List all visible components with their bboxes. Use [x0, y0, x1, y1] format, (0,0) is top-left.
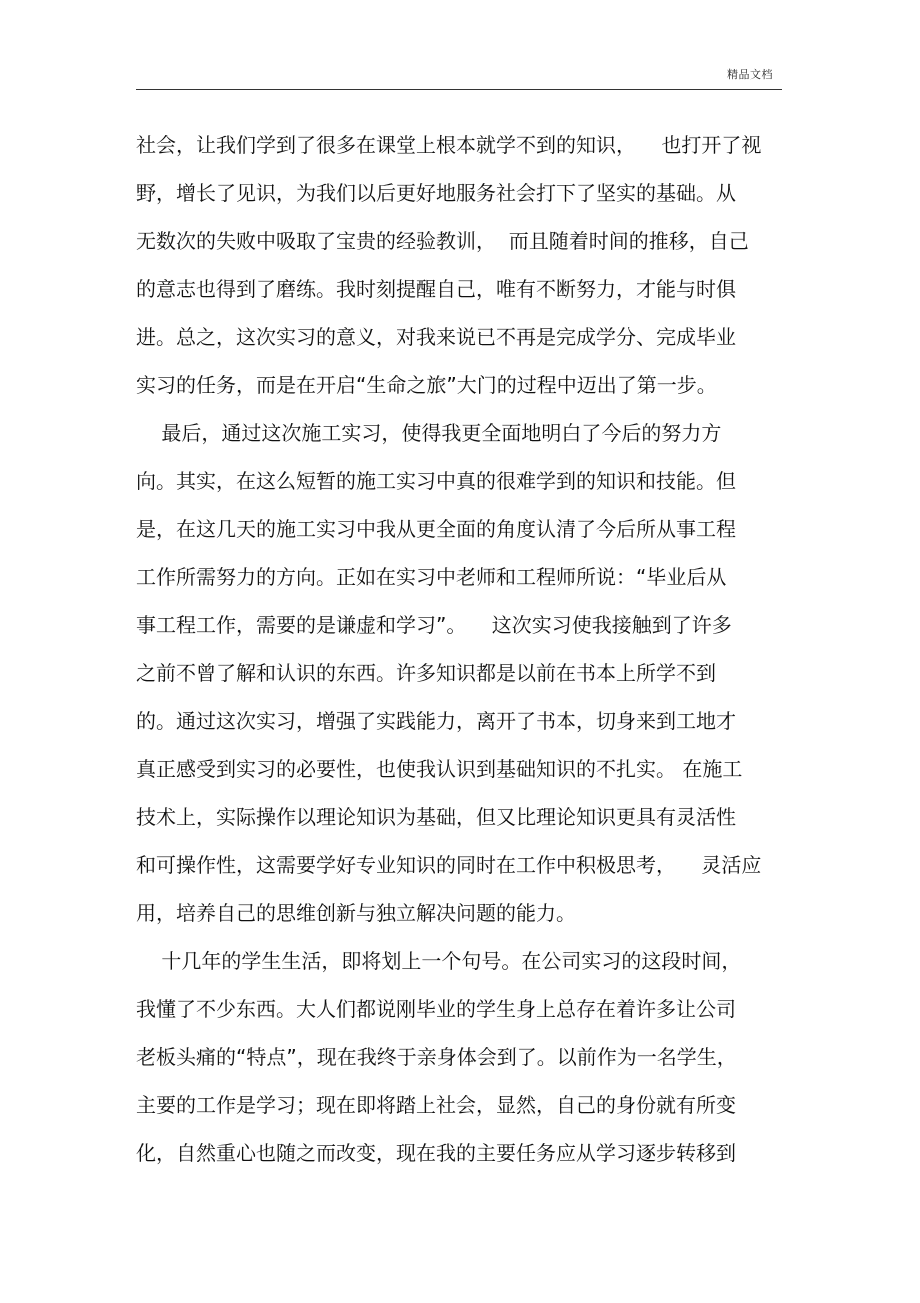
body-line: 化，自然重心也随之而改变，现在我的主要任务应从学习逐步转移到	[136, 1141, 736, 1165]
body-line: 之前不曾了解和认识的东西。许多知识都是以前在书本上所学不到	[136, 661, 716, 685]
body-line: 十几年的学生生活，即将划上一个句号。在公司实习的这段时间，	[136, 949, 742, 973]
body-line: 实习的任务，而是在开启“生命之旅”大门的过程中迈出了第一步。	[136, 373, 717, 397]
body-line: 的意志也得到了磨练。我时刻提醒自己，唯有不断努力，才能与时俱	[136, 277, 736, 301]
body-line: 主要的工作是学习；现在即将踏上社会，显然，自己的身份就有所变	[136, 1093, 736, 1117]
body-line: 进。总之，这次实习的意义，对我来说已不再是完成学分、完成毕业	[136, 325, 736, 349]
body-line: 工作所需努力的方向。正如在实习中老师和工程师所说：“毕业后从	[136, 565, 727, 589]
body-line: 和可操作性，这需要学好专业知识的同时在工作中积极思考， 灵活应	[136, 853, 762, 877]
header-label: 精品文档	[727, 68, 773, 81]
body-line: 我懂了不少东西。大人们都说刚毕业的学生身上总存在着许多让公司	[136, 997, 736, 1021]
body-line: 最后，通过这次施工实习，使得我更全面地明白了今后的努力方	[136, 421, 722, 445]
body-line: 野，增长了见识，为我们以后更好地服务社会打下了坚实的基础。从	[136, 181, 736, 205]
body-line: 无数次的失败中吸取了宝贵的经验教训， 而且随着时间的推移，自己	[136, 229, 749, 253]
body-line: 是，在这几天的施工实习中我从更全面的角度认清了今后所从事工程	[136, 517, 736, 541]
body-line: 用，培养自己的思维创新与独立解决问题的能力。	[136, 901, 576, 925]
body-line: 社会，让我们学到了很多在课堂上根本就学不到的知识， 也打开了视	[136, 133, 762, 157]
header-divider	[136, 89, 782, 90]
body-line: 老板头痛的“特点”，现在我终于亲身体会到了。以前作为一名学生，	[136, 1045, 737, 1069]
body-line: 真正感受到实习的必要性，也使我认识到基础知识的不扎实。 在施工	[136, 757, 743, 781]
body-line: 事工程工作，需要的是谦虚和学习”。 这次实习使我接触到了许多	[136, 613, 732, 637]
body-line: 的。通过这次实习，增强了实践能力，离开了书本，切身来到工地才	[136, 709, 736, 733]
body-line: 技术上，实际操作以理论知识为基础，但又比理论知识更具有灵活性	[136, 805, 736, 829]
body-line: 向。其实，在这么短暂的施工实习中真的很难学到的知识和技能。但	[136, 469, 736, 493]
